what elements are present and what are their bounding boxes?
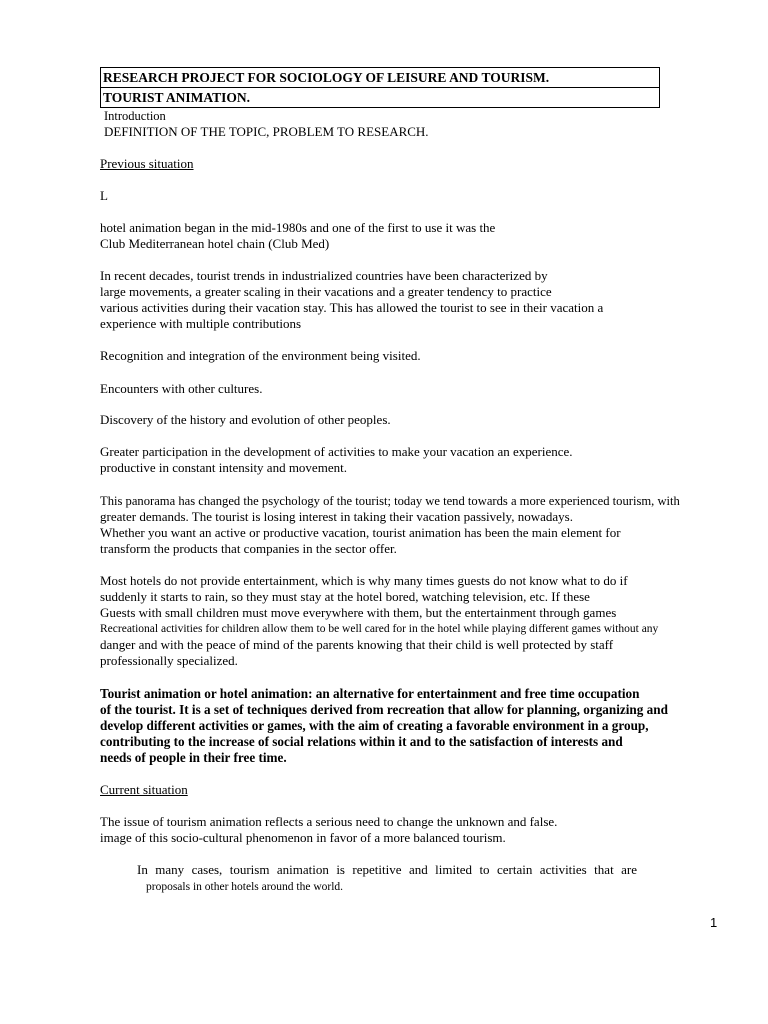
definition-bold-line: of the tourist. It is a set of techniques derived from recreation that allow for planning, organizing and (100, 702, 668, 717)
paragraph-line: experience with multiple contributions (100, 316, 302, 331)
paragraph-line: large movements, a greater scaling in their vacations and a greater tendency to practice (100, 284, 552, 299)
current-situation-heading: Current situation (100, 782, 188, 797)
definition-bold-line: contributing to the increase of social relations within it and to the satisfaction of interests and (100, 734, 623, 749)
paragraph-line: In recent decades, tourist trends in industrialized countries have been characterized by (100, 268, 548, 283)
definition-bold-line: needs of people in their free time. (100, 750, 287, 765)
definition-bold-line: develop different activities or games, with the aim of creating a favorable environment in a group, (100, 718, 649, 733)
paragraph-line: hotel animation began in the mid-1980s and one of the first to use it was the (100, 220, 496, 235)
paragraph-line: This panorama has changed the psychology of the tourist; today we tend towards a more experienced tourism, with (100, 494, 680, 508)
paragraph-line: The issue of tourism animation reflects a serious need to change the unknown and false. (100, 814, 558, 829)
paragraph-line: Club Mediterranean hotel chain (Club Med) (100, 236, 330, 251)
definition-bold-line: Tourist animation or hotel animation: an alternative for entertainment and free time occupation (100, 686, 640, 701)
paragraph-line: professionally specialized. (100, 653, 238, 668)
document-subtitle: TOURIST ANIMATION. (101, 87, 659, 107)
previous-situation-heading: Previous situation (100, 156, 194, 171)
drop-letter: L (100, 188, 108, 203)
paragraph-line: Greater participation in the development of activities to make your vacation an experience. (100, 444, 573, 459)
paragraph-line: Encounters with other cultures. (100, 381, 263, 396)
document-title: RESEARCH PROJECT FOR SOCIOLOGY OF LEISURE AND TOURISM. (103, 70, 550, 85)
paragraph-line: danger and with the peace of mind of the parents knowing that their child is well protected by staff (100, 637, 614, 652)
paragraph-line: productive in constant intensity and movement. (100, 460, 347, 475)
title-box (100, 67, 660, 108)
indented-paragraph-line: proposals in other hotels around the world. (146, 881, 344, 893)
intro-label: Introduction (104, 109, 166, 123)
paragraph-line: Most hotels do not provide entertainment, which is why many times guests do not know what to do if (100, 573, 628, 588)
paragraph-line: suddenly it starts to rain, so they must stay at the hotel bored, watching television, etc. If these (100, 589, 590, 604)
definition-heading: DEFINITION OF THE TOPIC, PROBLEM TO RESEARCH. (104, 124, 429, 139)
page-number: 1 (710, 915, 718, 930)
paragraph-line: Recognition and integration of the environment being visited. (100, 348, 421, 363)
paragraph-line: greater demands. The tourist is losing interest in taking their vacation passively, nowadays. (100, 509, 573, 524)
paragraph-line: transform the products that companies in the sector offer. (100, 541, 397, 556)
paragraph-line: Discovery of the history and evolution of other peoples. (100, 412, 391, 427)
paragraph-line: Whether you want an active or productive vacation, tourist animation has been the main element for (100, 525, 621, 540)
indented-paragraph-line: In many cases, tourism animation is repetitive and limited to certain activities that are (137, 862, 637, 877)
paragraph-line: various activities during their vacation stay. This has allowed the tourist to see in their vacation a (100, 300, 604, 315)
paragraph-line: Guests with small children must move everywhere with them, but the entertainment through games (100, 605, 617, 620)
paragraph-line: image of this socio-cultural phenomenon in favor of a more balanced tourism. (100, 830, 506, 845)
paragraph-line: Recreational activities for children allow them to be well cared for in the hotel while playing different games without any (100, 623, 659, 635)
